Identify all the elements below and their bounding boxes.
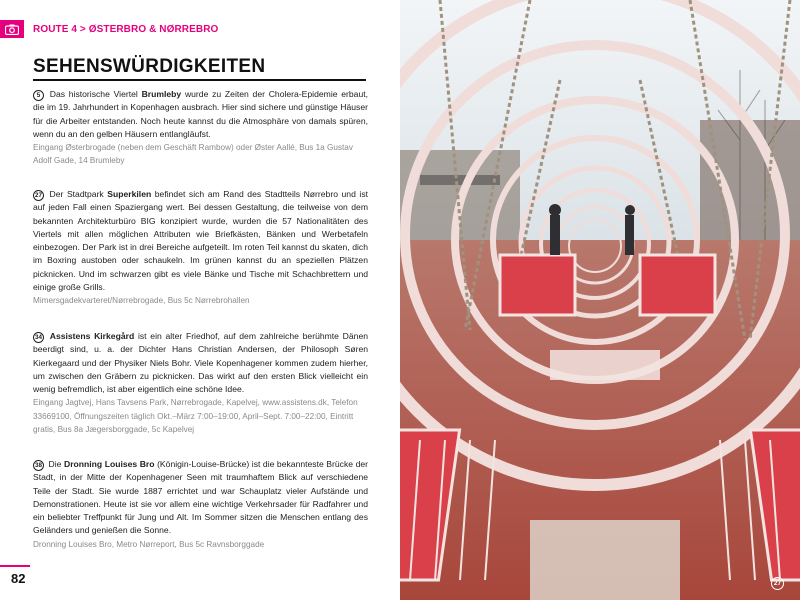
photo-number-badge: 27 [771,577,784,590]
entry-meta: Eingang Østerbrogade (neben dem Geschäft Rambow) oder Øster Aallé, Bus 1a Gustav Adolf Gade, 14 Brumleby [33,143,353,166]
route-header [0,20,218,38]
photo-illustration [400,0,800,600]
number-badge: 27 [34,192,42,199]
entry-superkilen [33,188,368,308]
number-badge: 5 [33,90,44,101]
entry-body [33,330,368,396]
number-badge: 38 [34,462,42,469]
entry-intro: Die [48,459,64,469]
entry-text: befindet sich am Rand des Stadtteils Nørrebro und ist auf jeden Fall einen Spaziergang wert. Bei dessen Gestaltung, die teilweise von dem bekannten Architekturbüro BIG konzipiert wurde, wurden die 57 Nationalitäten des Viertels mit allen möglichen Attributen wie Briefkästen, Bänken und Werbetafeln einbezogen. Der Park ist in drei Bereiche aufgeteilt. Im roten Teil kannst du skaten, dich im Boxring austoben oder schaukeln. Im grünen kannst du an speziellen Plätzen picknicken. Und im schwarzen gibt es viele Bänke und Tische mit Schachbrettern und einige große Grills. [33,189,369,293]
page-title: SEHENSWÜRDIGKEITEN [33,56,266,77]
page-number: 82 [11,571,26,586]
entry-text: ist ein alter Friedhof, auf dem zahlreiche berühmte Dänen beerdigt sind, u. a. der Dichter Hans Christian Andersen, der Philosoph Søren Kierkegaard und der Physiker Niels Bohr. Viele Kopenhagener kommen zudem hierher, um zwischen den Gräbern zu picknicken. Das wirkt auf den ersten Blick vielleicht ein wenig befremdlich, ist aber eigentlich eine schöne Idee. [33,331,369,395]
building-sign [420,175,500,185]
camera-icon [0,20,24,38]
number-badge: 34 [34,334,42,341]
sight-name: Dronning Louises Bro [63,459,155,469]
entry-meta: Dronning Louises Bro, Metro Nørreport, Bus 5c Ravnsborggade [33,539,265,549]
route-label: ROUTE 4 > ØSTERBRO & NØRREBRO [33,23,219,35]
sight-name: Assistens Kirkegård [49,331,135,341]
sight-name: Brumleby [141,89,182,99]
entry-body [33,188,368,294]
entry-assistens-kirkegard [33,330,368,436]
sight-name: Superkilen [107,189,152,199]
entry-intro: Der Stadtpark [49,189,108,199]
entry-text: wurde zu Zeiten der Cholera-Epidemie erbaut, die im 19. Jahrhundert in Kopenhagen ausbrach. Hier sind sichere und günstige Häuser für die Arbeiter entstanden. Noch heute kannst du die Atmosphäre von damals spüren, wenn du an den gelben Häusern entlangläufst. [33,89,369,139]
entry-text: (Königin-Louise-Brücke) ist die bekannteste Brücke der Stadt, in der Mitte der Kopenhagener Seen mit traumhaftem Blick auf verschiedene Teile der Stadt. Sie wurde 1887 errichtet und war Schauplatz vieler Aufstände und Demonstrationen. Heute ist sie vor allem eine wichtige Verkehrsader für Radfahrer und ein beliebter Treffpunkt für Jung und Alt. Im Sommer sitzen die Menschen entlang des Geländers und genießen die Sonne. [33,459,368,536]
entry-brumleby [33,88,368,168]
title-divider [33,79,366,81]
entry-body [33,88,368,141]
entry-meta: Eingang Jagtvej, Hans Tavsens Park, Nørrebrogade, Kapelvej, www.assistens.dk, Telefon 33669100, Öffnungszeiten täglich Okt.–März 7:00–19:00, April–Sept. 7:00–22:00, Eintritt gratis, Bus 8a Jægersborggade, 5c Kapelvej [33,398,358,435]
entry-meta: Mimersgadekvarteret/Nørrebrogade, Bus 5c Nørrebrohallen [33,296,250,306]
page-number-accent [0,565,30,567]
entry-intro: Das historische Viertel [49,89,142,99]
photo-swings-superkilen [400,0,800,600]
entry-dronning-louises-bro [33,458,368,551]
entry-body [33,458,368,538]
